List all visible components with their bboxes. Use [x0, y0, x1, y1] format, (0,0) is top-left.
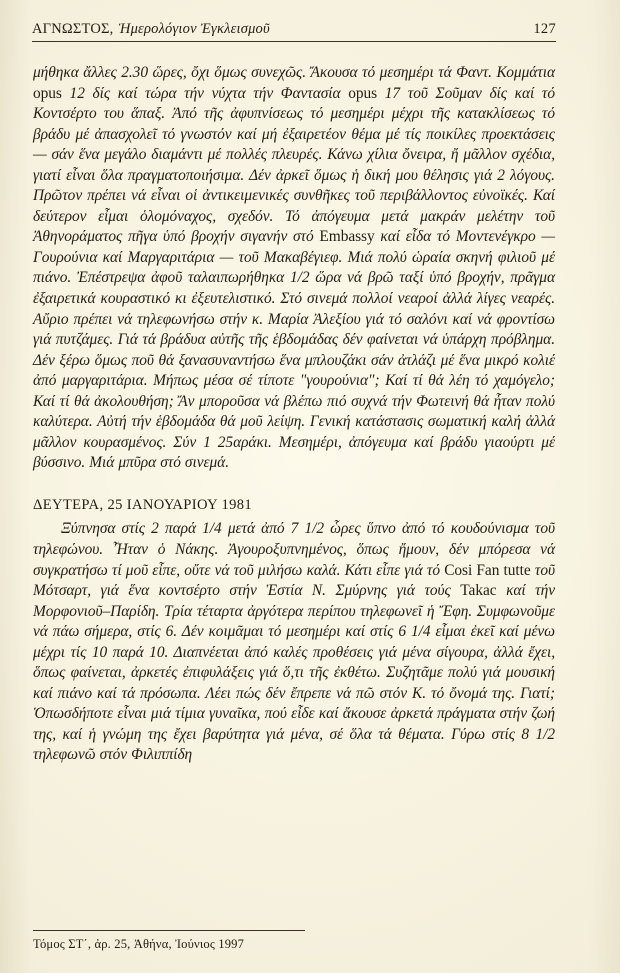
- running-head-left: [32, 22, 270, 38]
- colophon: [33, 930, 333, 953]
- running-head-author: ΑΓΝΩΣΤΟΣ,: [32, 21, 114, 37]
- running-head: [32, 22, 556, 46]
- latin-word: opus: [33, 84, 62, 102]
- running-head-rule: [32, 22, 556, 42]
- body-text-column: [33, 63, 555, 766]
- paragraph-entry-monday: Ξύπνησα στίς 2 παρά 1/4 μετά ἀπό 7 1/2 ὧρες ὕπνο ἀπό τό κουδούνισμα τοῦ τηλεφώνου. Ἦταν ὁ Νάκης. Ἀγουροξυπνημένος, ὅπως ἤμουν, δέν μπόρεσα νά συγκρατήσω τί μοῦ εἶπε, οὔτε νά τοῦ μιλήσω καλά. Κάτι εἶπε γιά τό Cosi Fan tutte τοῦ Μότσαρτ, γιά ἕνα κοντσέρτο στήν Ἑστία Ν. Σμύρνης γιά τούς Takac καί τήν Μορφονιοῦ–Παρίδη. Τρία τέταρτα ἀργότερα περίπου τηλεφωνεῖ ἡ Ἔφη. Συμφωνοῦμε νά πάω σήμερα, στίς 6. Δέν κοιμᾶμαι τό μεσημέρι καί στίς 6 1/4 εἶμαι ἐκεῖ καί μένω μέχρι τίς 10 παρά 10. Διαπνέεται ἀπό καλές προθέσεις γιά μένα σίγουρα, ἀλλά ἔχει, ὅπως φαίνεται, ἀρκετές ἐπιφυλάξεις γιά ὅ,τι τῆς ἐκθέτω. Συζητᾶμε πολύ γιά μουσική καί πιάνο καί τά πρόσωπα. Λέει πώς δέν ἔπρεπε νά πῶ στόν Κ. τό ὄνομά της. Γιατί; Ὁπωσδήποτε εἶναι μιά τίμια γυναῖκα, πού εἶδε καί ἄκουσε ἀρκετά πράγματα στήν ζωή της, καί ἡ γνώμη της ἔχει βαρύτητα γιά μένα, σέ ὅλα τά θέματα. Γύρω στίς 8 1/2 τηλεφωνῶ στόν Φιλιππίδη: [33, 520, 555, 764]
- diary-date-heading: ΔΕΥΤΕΡΑ, 25 ΙΑΝΟΥΑΡΙΟΥ 1981: [33, 496, 253, 513]
- colophon-rule: [33, 930, 305, 931]
- running-head-title: Ἡμερολόγιον Ἐγκλεισμοῦ: [118, 21, 270, 37]
- latin-word: opus: [348, 84, 378, 102]
- paragraph-entry-continuation: μήθηκα ἄλλες 2.30 ὥρες, ὄχι ὅμως συνεχῶς. Ἄκουσα τό μεσημέρι τά Φαντ. Κομμάτια opus 12 δίς καί τώρα τήν νύχτα τήν Φαντασία opus 17 τοῦ Σοῦμαν δίς καί τό Κοντσέρτο του ἅπαξ. Ἀπό τῆς ἀφυπνίσεως τό μεσημέρι μέχρι τῆς κατακλίσεως τό βράδυ μέ ἀπασχολεῖ τό γνωστόν καί μή ἐξαιρετέον θέμα μέ τίς ποικίλες προεκτάσεις — σάν ἕνα μεγάλο διαμάντι μέ πολλές πλευρές. Κάνω χίλια ὄνειρα, ἤ μᾶλλον σχέδια, γιατί εἶναι ὅλα πραγματοποιήσιμα. Δέν ἀρκεῖ ὅμως ἡ δική μου θέλησις γιά 2 λόγους. Πρῶτον πρέπει νά εἶναι οἱ ἀντικειμενικές συνθῆκες τοῦ περιβάλλοντος εὐνοϊκές. Καί δεύτερον εἶμαι ὁλομόναχος, σχεδόν. Τό ἀπόγευμα μετά μακράν μελέτην τοῦ Ἀθηνοράματος πῆγα ὑπό βροχήν σιγανήν στό Embassy καί εἶδα τό Μοντενέγκρο — Γουρούνια καί Μαργαριτάρια — τοῦ Μακαβέγιεφ. Μιά πολύ ὡραία σκηνή φιλιοῦ μέ πιάνο. Ἐπέστρεψα ἀφοῦ ταλαιπωρήθηκα 1/2 ὥρα νά βρῶ ταξί ὑπό βροχήν, πρᾶγμα ἐξαιρετικά κουραστικό κι ἐξευτελιστικό. Στό σινεμά πολλοί νεαροί ἀλλά λίγες νεαρές. Αὔριο πρέπει νά τηλεφωνήσω στήν κ. Μαρία Ἀλεξίου γιά τό σαλόνι καί νά φροντίσω γιά πυτζάμες. Γιά τά βράδυα αὐτῆς τῆς ἑβδομάδας δέν φαίνεται νά ὑπάρχη πρόβλημα. Δέν ξέρω ὅμως ποῦ θά ξανασυναντήσω ἕνα μπλουζάκι σάν ἀτλάζι μέ ἕνα μικρό κολιέ ἀπό μαργαριτάρια. Μήπως μέσα σέ τίποτε "γουρούνια"; Καί τί θά λέη τό χαμόγελο; Καί τί θά ἀκολουθήση; Ἄν μποροῦσα νά βλέπω πιό συχνά τήν Φωτεινή θά ἦταν πολύ καλύτερα. Αὐτή τήν ἑβδομάδα θά μοῦ λείψη. Γενική κατάστασις σωματική καλή ἀλλά μᾶλλον κουρασμένος. Σύν 1 25αράκι. Μεσημέρι, ἀπόγευμα καί βράδυ γιαούρτι μέ βύσσινο. Μιά μπῦρα στό σινεμά.: [33, 64, 555, 472]
- page-number: 127: [533, 21, 556, 37]
- latin-word: Cosi Fan tutte: [444, 561, 531, 579]
- colophon-text: Τόμος ΣΤ΄, ἀρ. 25, Ἀθήνα, Ἰούνιος 1997: [33, 937, 245, 952]
- latin-word: Takac: [460, 582, 497, 600]
- latin-word: Embassy: [319, 228, 375, 246]
